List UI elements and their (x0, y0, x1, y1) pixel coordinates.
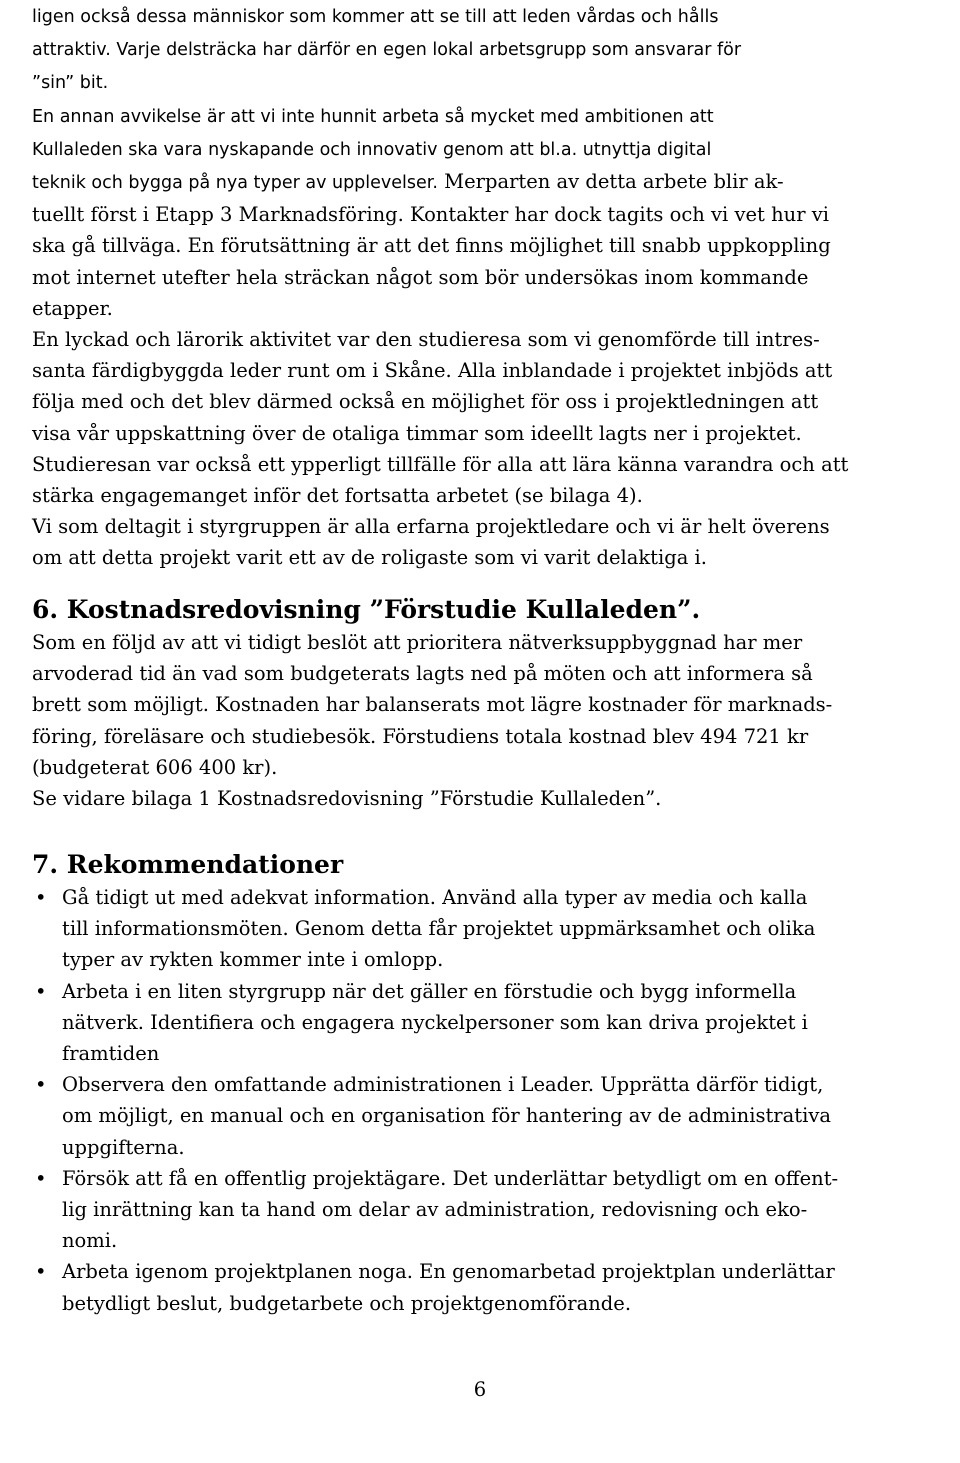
section-7-heading: 7. Rekommendationer (32, 850, 344, 879)
text-line (32, 511, 932, 542)
text-line: Som en följd av att vi tidigt beslöt att prioritera nätverksuppbyggnad har mer (32, 631, 803, 654)
bullet-icon: • (35, 1166, 47, 1190)
section-6-heading: 6. Kostnadsredovisning ”Förstudie Kullaleden”. (32, 595, 701, 624)
intro-text-block (32, 0, 932, 574)
text-line (32, 166, 932, 199)
text-line: (budgeterat 606 400 kr). (32, 755, 278, 779)
text-segment: santa färdigbyggda leder runt om i Skåne. Alla inblandade i projektet inbjöds att (32, 359, 833, 383)
text-segment: stärka engagemanget inför det fortsatta arbetet (se bilaga 4). (32, 484, 643, 508)
text-line (32, 480, 932, 511)
text-line: nätverk. Identifiera och engagera nyckelpersoner som kan driva projektet i (62, 1010, 808, 1034)
page-number: 6 (473, 1378, 487, 1401)
text-line: föring, föreläsare och studiebesök. Förstudiens totala kostnad blev 494 721 kr (32, 724, 809, 748)
bullet-icon: • (35, 1260, 47, 1284)
text-segment: etapper. (32, 296, 113, 320)
text-line: Gå tidigt ut med adekvat information. Använd alla typer av media och kalla (62, 886, 808, 909)
text-line (32, 33, 932, 66)
text-line (32, 449, 932, 480)
recommendations-list (32, 882, 932, 1319)
text-line: nomi. (62, 1229, 118, 1253)
recommendation-item (32, 976, 932, 1070)
bullet-icon: • (35, 1073, 47, 1097)
text-line: till informationsmöten. Genom detta får projektet uppmärksamhet och olika (62, 917, 816, 941)
text-line: Arbeta igenom projektplanen noga. En genomarbetad projektplan underlättar (62, 1260, 835, 1284)
text-segment: ska gå tillväga. (32, 234, 182, 258)
text-line: lig inrättning kan ta hand om delar av administration, redovisning och eko- (62, 1198, 808, 1222)
text-segment: En förutsättning är att det finns möjlighet till snabb uppkoppling (181, 234, 831, 258)
text-segment: visa vår uppskattning över de otaliga timmar som ideellt lagts ner i projektet. (32, 421, 802, 445)
text-segment: tuellt först i Etapp 3 Marknadsföring. Kontakter har dock tagits och vi vet hur vi (32, 203, 829, 227)
text-segment: teknik och bygga på nya typer av upplevelser. (32, 173, 438, 194)
text-line (32, 324, 932, 355)
text-line (32, 199, 932, 230)
text-line (32, 355, 932, 386)
text-line (32, 262, 932, 293)
text-segment: attraktiv. Varje delsträcka har därför en egen lokal arbetsgrupp som ansvarar för (32, 40, 742, 61)
text-line: typer av rykten kommer inte i omlopp. (62, 948, 444, 972)
text-segment: En annan avvikelse är att vi inte hunnit arbeta så mycket med ambitionen att (32, 106, 714, 127)
text-line: Arbeta i en liten styrgrupp när det gäller en förstudie och bygg informella (62, 979, 797, 1003)
recommendation-item (32, 1069, 932, 1163)
text-line (32, 293, 932, 324)
text-line: brett som möjligt. Kostnaden har balanserats mot lägre kostnader för marknads- (32, 693, 833, 717)
text-line: betydligt beslut, budgetarbete och projektgenomförande. (62, 1291, 632, 1315)
text-line: om möjligt, en manual och en organisation för hantering av de administrativa (62, 1104, 831, 1128)
text-segment: mot internet utefter hela sträckan något som bör undersökas inom kommande (32, 265, 809, 289)
text-line (32, 100, 932, 133)
text-segment: En lyckad och lärorik aktivitet var den studieresa som vi genomförde till intres- (32, 328, 820, 352)
text-segment: ligen också dessa människor som kommer att se till att leden vårdas och hålls (32, 7, 719, 27)
text-line (32, 386, 932, 417)
text-line (32, 133, 932, 166)
text-line (32, 542, 932, 573)
recommendation-item (32, 1256, 932, 1318)
text-segment: om att detta projekt varit ett av de roligaste som vi varit delaktiga i. (32, 546, 707, 570)
section-6-body (32, 627, 932, 814)
text-segment: Studieresan var också ett ypperligt tillfälle för alla att lära känna varandra och att (32, 452, 849, 476)
text-line (32, 0, 932, 33)
recommendation-item (32, 882, 932, 976)
text-line: framtiden (62, 1042, 160, 1066)
text-line (32, 230, 932, 261)
text-line: Se vidare bilaga 1 Kostnadsredovisning ”Förstudie Kullaleden”. (32, 787, 662, 811)
text-segment: Kullaleden ska vara nyskapande och innovativ genom att bl.a. utnyttja digital (32, 139, 712, 160)
section-6 (32, 593, 932, 814)
text-line (32, 418, 932, 449)
bullet-icon: • (35, 979, 47, 1003)
section-7 (32, 848, 932, 1319)
text-segment: Merparten av detta arbete blir ak- (437, 170, 784, 194)
bullet-icon: • (35, 886, 47, 909)
text-line: Försök att få en offentlig projektägare. Det underlättar betydligt om en offent- (62, 1166, 839, 1190)
text-line: uppgifterna. (62, 1135, 185, 1159)
recommendation-item (32, 1163, 932, 1257)
text-line: Observera den omfattande administrationen i Leader. Upprätta därför tidigt, (62, 1073, 824, 1097)
text-line: arvoderad tid än vad som budgeterats lagts ned på möten och att informera så (32, 662, 813, 686)
text-line (32, 66, 932, 99)
text-segment: följa med och det blev därmed också en möjlighet för oss i projektledningen att (32, 390, 819, 414)
text-segment: ”sin” bit. (32, 73, 109, 94)
text-segment: Vi som deltagit i styrgruppen är alla erfarna projektledare och vi är helt överens (32, 515, 830, 539)
